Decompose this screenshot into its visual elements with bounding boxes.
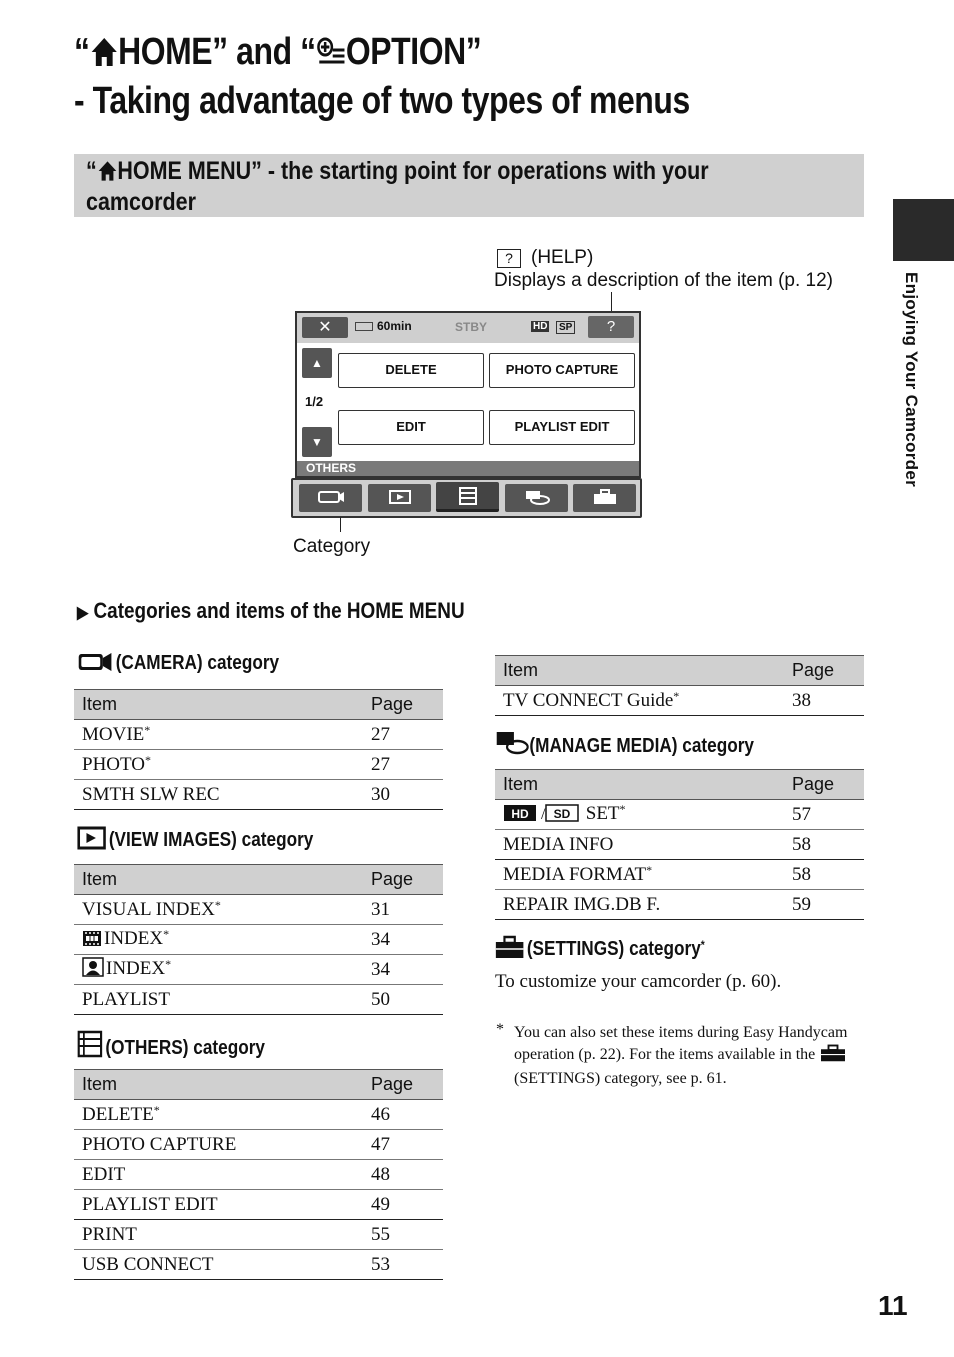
svg-text:HD: HD [511,806,529,821]
playlist-edit-button[interactable]: PLAYLIST EDIT [489,410,635,445]
toolbox-icon [495,935,524,965]
table-row: MEDIA FORMAT* 58 [495,860,864,890]
table-row: SMTH SLW REC 30 [74,780,443,810]
table-row: PRINT 55 [74,1220,443,1250]
help-description: Displays a description of the item (p. 12) [494,270,833,291]
manage-media-icon [523,489,551,505]
page-number: 11 [878,1290,908,1321]
delete-button[interactable]: DELETE [338,353,484,388]
others-icon [77,1030,103,1064]
status-text: STBY [455,320,488,334]
column-header-page: Page [792,656,864,686]
column-header-item: Item [74,690,371,720]
callout-line [340,517,341,532]
help-button[interactable]: ? [588,316,634,338]
toolbox-icon [591,489,619,505]
svg-text:SD: SD [553,806,571,821]
column-header-page: Page [371,865,443,895]
table-row: INDEX* 34 [74,925,443,955]
sp-badge: SP [556,321,575,334]
table-row: PHOTO CAPTURE 47 [74,1130,443,1160]
view-images-category-button[interactable] [368,484,431,512]
settings-category-button[interactable] [573,484,636,512]
table-row: USB CONNECT 53 [74,1250,443,1280]
table-row: TV CONNECT Guide* 38 [495,686,864,716]
film-index-icon [82,930,102,953]
chapter-label: Enjoying Your Camcorder [902,272,921,488]
camera-table [74,689,443,810]
face-index-icon [82,957,104,983]
photo-capture-button[interactable]: PHOTO CAPTURE [489,353,635,388]
scroll-down-button[interactable]: ▼ [302,427,332,457]
column-header-item: Item [74,865,371,895]
page-title: “ HOME” and “ OPTION” - Taking advantage of two types of menus [74,30,729,124]
table-row: DELETE* 46 [74,1100,443,1130]
arrow-icon: ▶ [77,603,89,622]
category-label: Category [293,536,371,557]
table-row: MEDIA INFO 58 [495,830,864,860]
view-images-table [74,864,443,1015]
others-table [74,1069,443,1280]
category-name-bar: OTHERS [297,461,639,476]
column-header-page: Page [371,690,443,720]
toolbox-icon [819,1044,847,1069]
view-images-category-heading: (VIEW IMAGES) category [77,826,313,856]
section-subheading: ▶ Categories and items of the HOME MENU [77,598,465,623]
others-icon [454,487,482,505]
table-row: PHOTO* 27 [74,750,443,780]
camera-icon [77,651,113,679]
play-icon [77,826,106,856]
manage-media-table [495,769,864,920]
table-row: REPAIR IMG.DB F. 59 [495,890,864,920]
table-row: MOVIE* 27 [74,720,443,750]
table-row: EDIT 48 [74,1160,443,1190]
manage-media-category-button[interactable] [505,484,568,512]
screen-status-bar [297,313,639,343]
section-banner: “ HOME MENU” - the starting point for operations with your camcorder [74,154,864,217]
hd-sd-icon [503,804,579,828]
chapter-tab [893,199,954,261]
table-row: INDEX* 34 [74,955,443,985]
edit-button[interactable]: EDIT [338,410,484,445]
svg-text:/: / [541,805,546,822]
column-header-item: Item [495,656,792,686]
battery-icon [355,322,373,331]
footnote: You can also set these items during Easy Handycam operation (p. 22). For the items available in the (SETTINGS) category, see p. 61. [514,1024,848,1087]
home-icon [90,34,119,79]
settings-description: To customize your camcorder (p. 60). [495,971,782,992]
table-row: PLAYLIST EDIT 49 [74,1190,443,1220]
footnote-marker: * [496,1021,504,1038]
category-bar [291,478,642,518]
home-menu-screen [295,311,641,478]
table-row: PLAYLIST 50 [74,985,443,1015]
manage-media-icon [495,730,529,762]
column-header-item: Item [74,1070,371,1100]
column-header-page: Page [371,1070,443,1100]
play-icon [386,489,414,505]
manage-media-category-heading: (MANAGE MEDIA) category [495,730,754,762]
close-button[interactable]: ✕ [302,317,348,338]
page-indicator: 1/2 [305,394,324,409]
help-label: (HELP) [531,247,594,268]
camera-category-button[interactable] [299,484,362,512]
help-icon: ? [497,249,521,268]
home-icon [97,160,118,188]
others-category-heading: (OTHERS) category [77,1030,265,1064]
hd-badge: HD [533,321,548,332]
option-icon [316,34,346,79]
camera-category-heading: (CAMERA) category [77,651,279,679]
others-category-button[interactable] [436,482,499,512]
scroll-up-button[interactable]: ▲ [302,348,332,378]
table-row: VISUAL INDEX* 31 [74,895,443,925]
battery-time: 60min [377,319,412,333]
settings-category-heading: (SETTINGS) category* [495,935,705,965]
camera-icon [317,489,345,505]
page-subtitle: - Taking advantage of two types of menus [74,80,690,122]
others-continued-table [495,655,864,716]
column-header-item: Item [495,770,792,800]
column-header-page: Page [792,770,864,800]
table-row: HD / SD SET* 57 [495,800,864,830]
